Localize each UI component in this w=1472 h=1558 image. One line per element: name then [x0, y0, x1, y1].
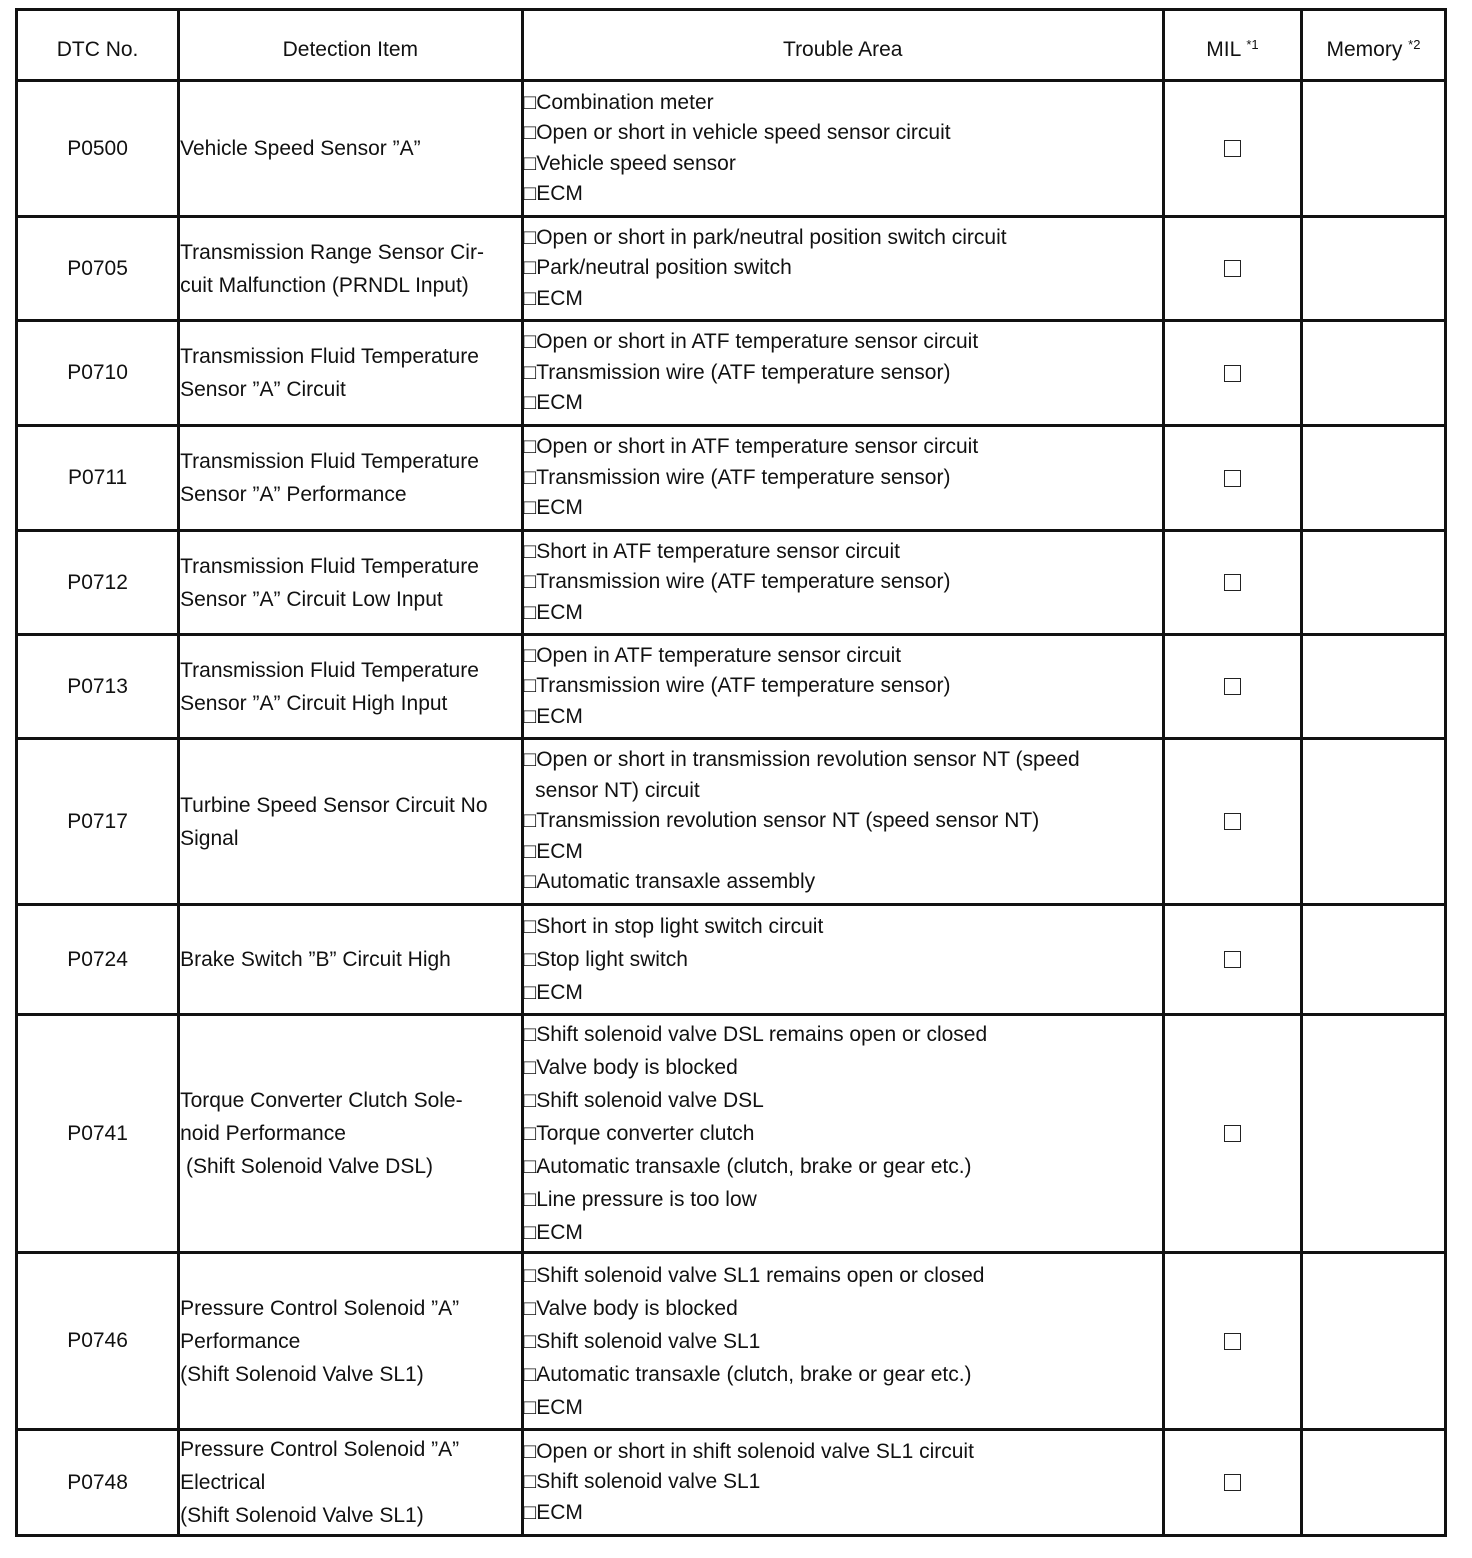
- trouble-area: [522, 321, 1163, 426]
- trouble-area-item: □Shift solenoid valve SL1: [523, 1470, 761, 1494]
- trouble-area-item: □ECM: [523, 286, 583, 310]
- table-row: [17, 321, 1446, 426]
- trouble-area-item: □Open or short in ATF temperature sensor circuit: [523, 435, 979, 459]
- trouble-area-item: □ECM: [523, 1500, 583, 1524]
- detection-item-line: Transmission Fluid Temperature: [180, 554, 479, 578]
- dtc-code: P0705: [17, 217, 179, 321]
- mil-checkbox-icon: [1224, 365, 1241, 382]
- detection-item-line: Turbine Speed Sensor Circuit No: [180, 793, 488, 817]
- header-detection-item: Detection Item: [179, 10, 522, 81]
- table-row: [17, 739, 1446, 905]
- trouble-area: [522, 217, 1163, 321]
- detection-item-line: Performance: [180, 1329, 301, 1353]
- detection-item-line: Pressure Control Solenoid ”A”: [180, 1296, 460, 1320]
- trouble-area-item: □Valve body is blocked: [523, 1296, 738, 1320]
- trouble-area-item: □Torque converter clutch: [523, 1122, 755, 1145]
- trouble-area-item: □Transmission wire (ATF temperature sensor): [523, 465, 951, 489]
- mil-checkbox-icon: [1224, 260, 1241, 277]
- table-row: [17, 217, 1446, 321]
- dtc-code: P0724: [17, 905, 179, 1015]
- detection-item-line: Sensor ”A” Circuit: [180, 378, 346, 401]
- trouble-area-item: □Short in stop light switch circuit: [523, 915, 824, 938]
- detection-item-line: Transmission Fluid Temperature: [180, 658, 479, 682]
- trouble-area-item: □ECM: [523, 704, 583, 728]
- trouble-area-item: □ECM: [523, 1221, 583, 1244]
- detection-item-line: noid Performance: [180, 1122, 346, 1145]
- mil-cell: [1164, 217, 1302, 321]
- memory-cell: [1301, 635, 1445, 739]
- table-row: [17, 81, 1446, 217]
- header-memory: Memory $^{*2}$: [1301, 10, 1445, 81]
- table-row: [17, 1015, 1446, 1253]
- trouble-area-item: □Park/neutral position switch: [523, 256, 792, 280]
- detection-item-line: (Shift Solenoid Valve SL1): [180, 1362, 424, 1386]
- detection-item: [179, 739, 522, 905]
- trouble-area-item: □ECM: [523, 496, 583, 520]
- mil-cell: [1164, 739, 1302, 905]
- trouble-area-item: □ECM: [523, 981, 583, 1004]
- detection-item-line: Transmission Fluid Temperature: [180, 345, 479, 368]
- trouble-area-item: □Open or short in vehicle speed sensor circuit: [523, 121, 951, 144]
- trouble-area-item: □Shift solenoid valve SL1 remains open or closed: [523, 1263, 985, 1287]
- memory-cell: [1301, 217, 1445, 321]
- mil-cell: [1164, 321, 1302, 426]
- mil-cell: [1164, 635, 1302, 739]
- trouble-area-item: □ECM: [523, 600, 583, 624]
- mil-cell: [1164, 1430, 1302, 1536]
- detection-item: [179, 321, 522, 426]
- trouble-area: [522, 426, 1163, 531]
- detection-item-line: Brake Switch ”B” Circuit High: [180, 948, 451, 971]
- dtc-code: P0746: [17, 1253, 179, 1430]
- header-mil: MIL $^{*1}$: [1164, 10, 1302, 81]
- dtc-code: P0717: [17, 739, 179, 905]
- dtc-code: P0741: [17, 1015, 179, 1253]
- memory-cell: [1301, 1015, 1445, 1253]
- memory-cell: [1301, 81, 1445, 217]
- trouble-area-item: □Open or short in park/neutral position switch circuit: [523, 225, 1007, 249]
- dtc-code: P0710: [17, 321, 179, 426]
- dtc-code: P0748: [17, 1430, 179, 1536]
- detection-item: [179, 217, 522, 321]
- detection-item-line: Pressure Control Solenoid ”A”: [180, 1438, 460, 1461]
- detection-item: [179, 905, 522, 1015]
- detection-item: [179, 1430, 522, 1536]
- detection-item-line: Vehicle Speed Sensor ”A”: [180, 137, 421, 160]
- detection-item: [179, 635, 522, 739]
- table-row: [17, 426, 1446, 531]
- table-row: [17, 1253, 1446, 1430]
- detection-item-line: cuit Malfunction (PRNDL Input): [180, 273, 469, 297]
- trouble-area-item: □Stop light switch: [523, 948, 688, 971]
- dtc-table: [15, 8, 1447, 1537]
- detection-item: [179, 426, 522, 531]
- mil-cell: [1164, 1015, 1302, 1253]
- table-row: [17, 635, 1446, 739]
- dtc-code: P0500: [17, 81, 179, 217]
- trouble-area: [522, 739, 1163, 905]
- trouble-area-item: □ECM: [523, 391, 583, 415]
- trouble-area-item: □Automatic transaxle (clutch, brake or gear etc.): [523, 1155, 972, 1178]
- footnote-marker: *1: [1246, 37, 1259, 52]
- dtc-code: P0712: [17, 531, 179, 635]
- table-row: [17, 531, 1446, 635]
- dtc-code: P0711: [17, 426, 179, 531]
- trouble-area: [522, 1430, 1163, 1536]
- dtc-code: P0713: [17, 635, 179, 739]
- memory-cell: [1301, 1253, 1445, 1430]
- trouble-area-item: □Vehicle speed sensor: [523, 151, 736, 175]
- header-dtc-no: DTC No.: [17, 10, 179, 81]
- trouble-area-item: □Automatic transaxle (clutch, brake or gear etc.): [523, 1362, 972, 1386]
- mil-checkbox-icon: [1224, 1474, 1241, 1491]
- trouble-area: [522, 531, 1163, 635]
- mil-cell: [1164, 426, 1302, 531]
- trouble-area-item: □Open or short in shift solenoid valve SL1 circuit: [523, 1439, 974, 1463]
- trouble-area-item: □ECM: [523, 1395, 583, 1419]
- trouble-area: [522, 635, 1163, 739]
- footnote-marker: *2: [1408, 37, 1421, 52]
- detection-item-line: Signal: [180, 826, 239, 850]
- mil-cell: [1164, 1253, 1302, 1430]
- trouble-area-item: □Automatic transaxle assembly: [523, 870, 816, 894]
- trouble-area-item: □Transmission wire (ATF temperature sensor): [523, 360, 951, 384]
- mil-checkbox-icon: [1224, 470, 1241, 487]
- trouble-area-item: sensor NT) circuit: [523, 778, 700, 802]
- mil-checkbox-icon: [1224, 813, 1241, 830]
- trouble-area-item: □Combination meter: [523, 90, 714, 114]
- detection-item-line: Transmission Fluid Temperature: [180, 450, 479, 473]
- detection-item-line: Electrical: [180, 1471, 266, 1494]
- detection-item-line: Sensor ”A” Circuit High Input: [180, 691, 448, 715]
- trouble-area-item: □Open or short in transmission revolution sensor NT (speed: [523, 748, 1080, 772]
- trouble-area-item: □Transmission wire (ATF temperature sensor): [523, 674, 951, 698]
- mil-checkbox-icon: [1224, 140, 1241, 157]
- detection-item-line: Sensor ”A” Performance: [180, 483, 407, 506]
- trouble-area-item: □ECM: [523, 839, 583, 863]
- mil-checkbox-icon: [1224, 1333, 1241, 1350]
- memory-cell: [1301, 905, 1445, 1015]
- detection-item-line: Transmission Range Sensor Cir-: [180, 240, 484, 264]
- trouble-area-item: □ECM: [523, 182, 583, 205]
- trouble-area-item: □Valve body is blocked: [523, 1056, 738, 1079]
- detection-item: [179, 531, 522, 635]
- trouble-area-item: □Short in ATF temperature sensor circuit: [523, 539, 900, 563]
- memory-cell: [1301, 739, 1445, 905]
- mil-cell: [1164, 81, 1302, 217]
- mil-checkbox-icon: [1224, 1125, 1241, 1142]
- detection-item-line: Sensor ”A” Circuit Low Input: [180, 587, 443, 611]
- mil-checkbox-icon: [1224, 951, 1241, 968]
- trouble-area-item: □Open or short in ATF temperature sensor circuit: [523, 330, 979, 354]
- header-trouble-area: Trouble Area: [522, 10, 1163, 81]
- mil-cell: [1164, 531, 1302, 635]
- detection-item-line: (Shift Solenoid Valve DSL): [180, 1155, 434, 1178]
- trouble-area-item: □Shift solenoid valve SL1: [523, 1329, 761, 1353]
- trouble-area-item: □Transmission revolution sensor NT (speed sensor NT): [523, 809, 1040, 833]
- mil-checkbox-icon: [1224, 678, 1241, 695]
- memory-cell: [1301, 426, 1445, 531]
- table-header: [17, 10, 1446, 81]
- memory-cell: [1301, 531, 1445, 635]
- trouble-area: [522, 1015, 1163, 1253]
- table-body: [17, 81, 1446, 1536]
- trouble-area-item: □Shift solenoid valve DSL remains open or closed: [523, 1023, 988, 1046]
- table-row: [17, 905, 1446, 1015]
- table-row: [17, 1430, 1446, 1536]
- detection-item: [179, 1253, 522, 1430]
- trouble-area: [522, 81, 1163, 217]
- trouble-area-item: □Open in ATF temperature sensor circuit: [523, 643, 902, 667]
- trouble-area-item: □Line pressure is too low: [523, 1188, 757, 1211]
- mil-cell: [1164, 905, 1302, 1015]
- trouble-area-item: □Shift solenoid valve DSL: [523, 1089, 764, 1112]
- trouble-area-item: □Transmission wire (ATF temperature sensor): [523, 570, 951, 594]
- detection-item: [179, 81, 522, 217]
- memory-cell: [1301, 321, 1445, 426]
- trouble-area: [522, 1253, 1163, 1430]
- detection-item-line: Torque Converter Clutch Sole-: [180, 1089, 463, 1112]
- header-row: [17, 10, 1446, 81]
- memory-cell: [1301, 1430, 1445, 1536]
- detection-item: [179, 1015, 522, 1253]
- trouble-area: [522, 905, 1163, 1015]
- mil-checkbox-icon: [1224, 574, 1241, 591]
- detection-item-line: (Shift Solenoid Valve SL1): [180, 1504, 424, 1527]
